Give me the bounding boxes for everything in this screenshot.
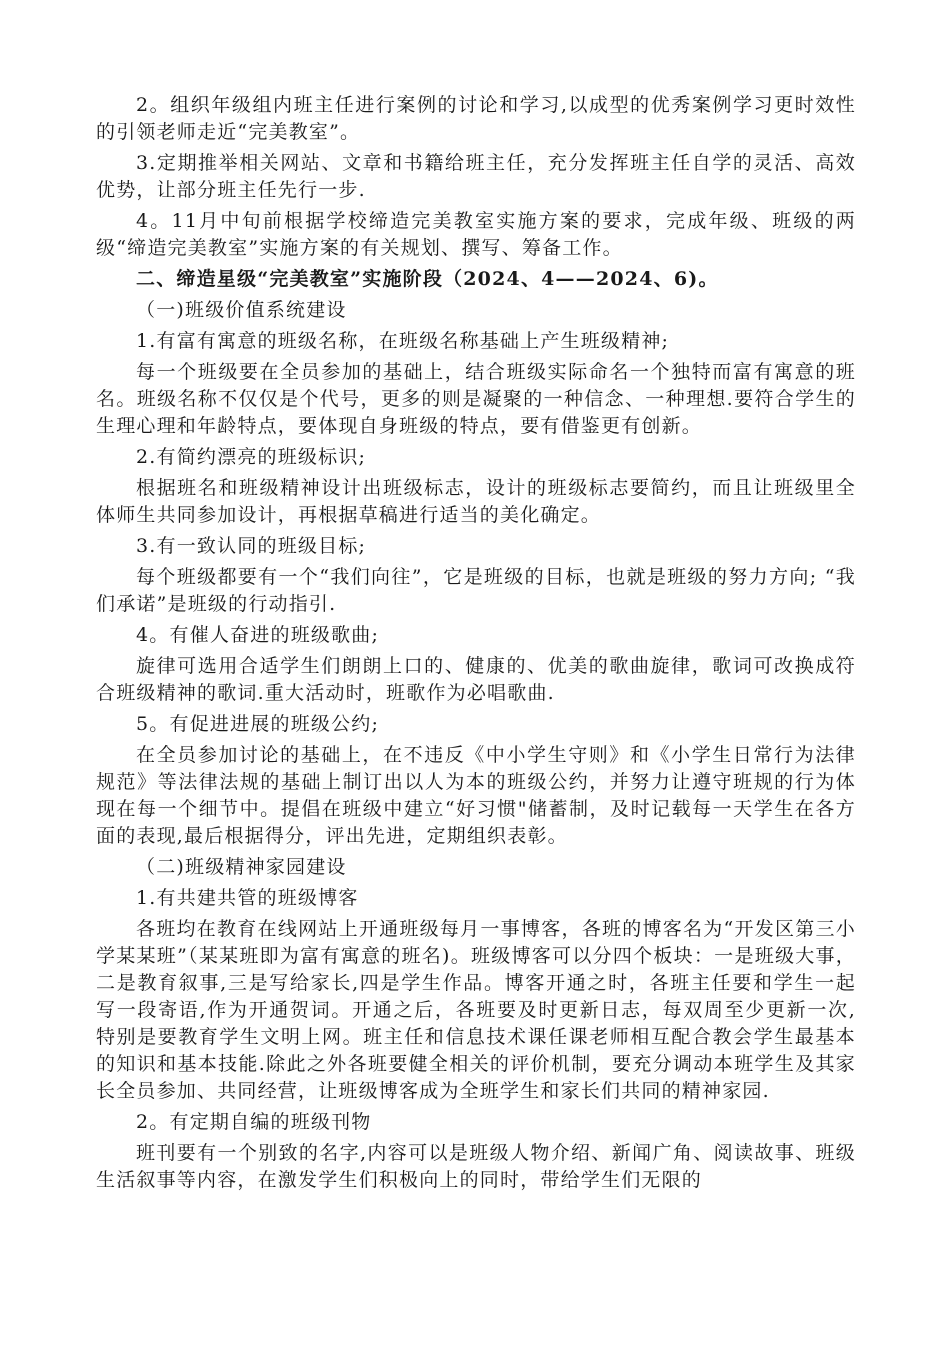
item-heading-class-name: 1.有富有寓意的班级名称，在班级名称基础上产生班级精神; [136, 330, 670, 352]
item-heading-class-journal: 2。有定期自编的班级刊物 [136, 1111, 372, 1133]
body-class-name: 每一个班级要在全员参加的基础上，结合班级实际命名一个独特而富有寓意的班名。班级名称不仅仅是个代号，更多的则是凝聚的一种信念、一种理想.要符合学生的生理心理和年龄特点，要体现自身班级的特点，要有借鉴更有创新。 [96, 361, 856, 437]
subsection-heading-1: （一)班级价值系统建设 [136, 299, 347, 321]
paragraph-item-4: 4。11月中旬前根据学校缔造完美教室实施方案的要求，完成年级、班级的两级“缔造完美教室”实施方案的有关规划、撰写、筹备工作。 [96, 210, 856, 259]
body-class-song: 旋律可选用合适学生们朗朗上口的、健康的、优美的歌曲旋律，歌词可改换成符合班级精神的歌词.重大活动时，班歌作为必唱歌曲. [96, 655, 856, 704]
body-class-logo: 根据班名和班级精神设计出班级标志，设计的班级标志要简约，而且让班级里全体师生共同参加设计，再根据草稿进行适当的美化确定。 [96, 477, 856, 526]
item-heading-class-song: 4。有催人奋进的班级歌曲; [136, 624, 380, 646]
item-heading-class-logo: 2.有简约漂亮的班级标识; [136, 446, 367, 468]
item-heading-class-goal: 3.有一致认同的班级目标; [136, 535, 367, 557]
item-heading-class-convention: 5。有促进进展的班级公约; [136, 713, 380, 735]
item-heading-class-blog: 1.有共建共管的班级博客 [136, 887, 359, 909]
paragraph-item-3: 3.定期推举相关网站、文章和书籍给班主任，充分发挥班主任自学的灵活、高效优势，让部分班主任先行一步. [96, 152, 856, 201]
body-class-journal: 班刊要有一个别致的名字,内容可以是班级人物介绍、新闻广角、阅读故事、班级生活叙事等内容，在激发学生们积极向上的同时，带给学生们无限的 [96, 1142, 856, 1191]
paragraph-item-2: 2。组织年级组内班主任进行案例的讨论和学习,以成型的优秀案例学习更时效性的引领老师走近“完美教室”。 [96, 94, 856, 143]
body-class-goal: 每个班级都要有一个“我们向往”，它是班级的目标，也就是班级的努力方向; “我们承诺”是班级的行动指引. [96, 566, 856, 615]
section-heading-2: 二、缔造星级“完美教室”实施阶段（2024、4——2024、6)。 [136, 268, 719, 290]
body-class-convention: 在全员参加讨论的基础上，在不违反《中小学生守则》和《小学生日常行为法律规范》等法律法规的基础上制订出以人为本的班级公约，并努力让遵守班规的行为体现在每一个细节中。提倡在班级中建立“好习惯"储蓄制，及时记载每一天学生在各方面的表现,最后根据得分，评出先进，定期组织表彰。 [96, 744, 856, 847]
document-page [96, 92, 856, 1198]
body-class-blog: 各班均在教育在线网站上开通班级每月一事博客，各班的博客名为“开发区第三小学某某班”（某某班即为富有寓意的班名)。班级博客可以分四个板块：一是班级大事，二是教育叙事,三是写给家长,四是学生作品。博客开通之时，各班主任要和学生一起写一段寄语,作为开通贺词。开通之后，各班要及时更新日志，每双周至少更新一次,特别是要教育学生文明上网。班主任和信息技术课任课老师相互配合教会学生最基本的知识和基本技能.除此之外各班要健全相关的评价机制，要充分调动本班学生及其家长全员参加、共同经营，让班级博客成为全班学生和家长们共同的精神家园. [96, 918, 856, 1102]
subsection-heading-2: （二)班级精神家园建设 [136, 856, 347, 878]
